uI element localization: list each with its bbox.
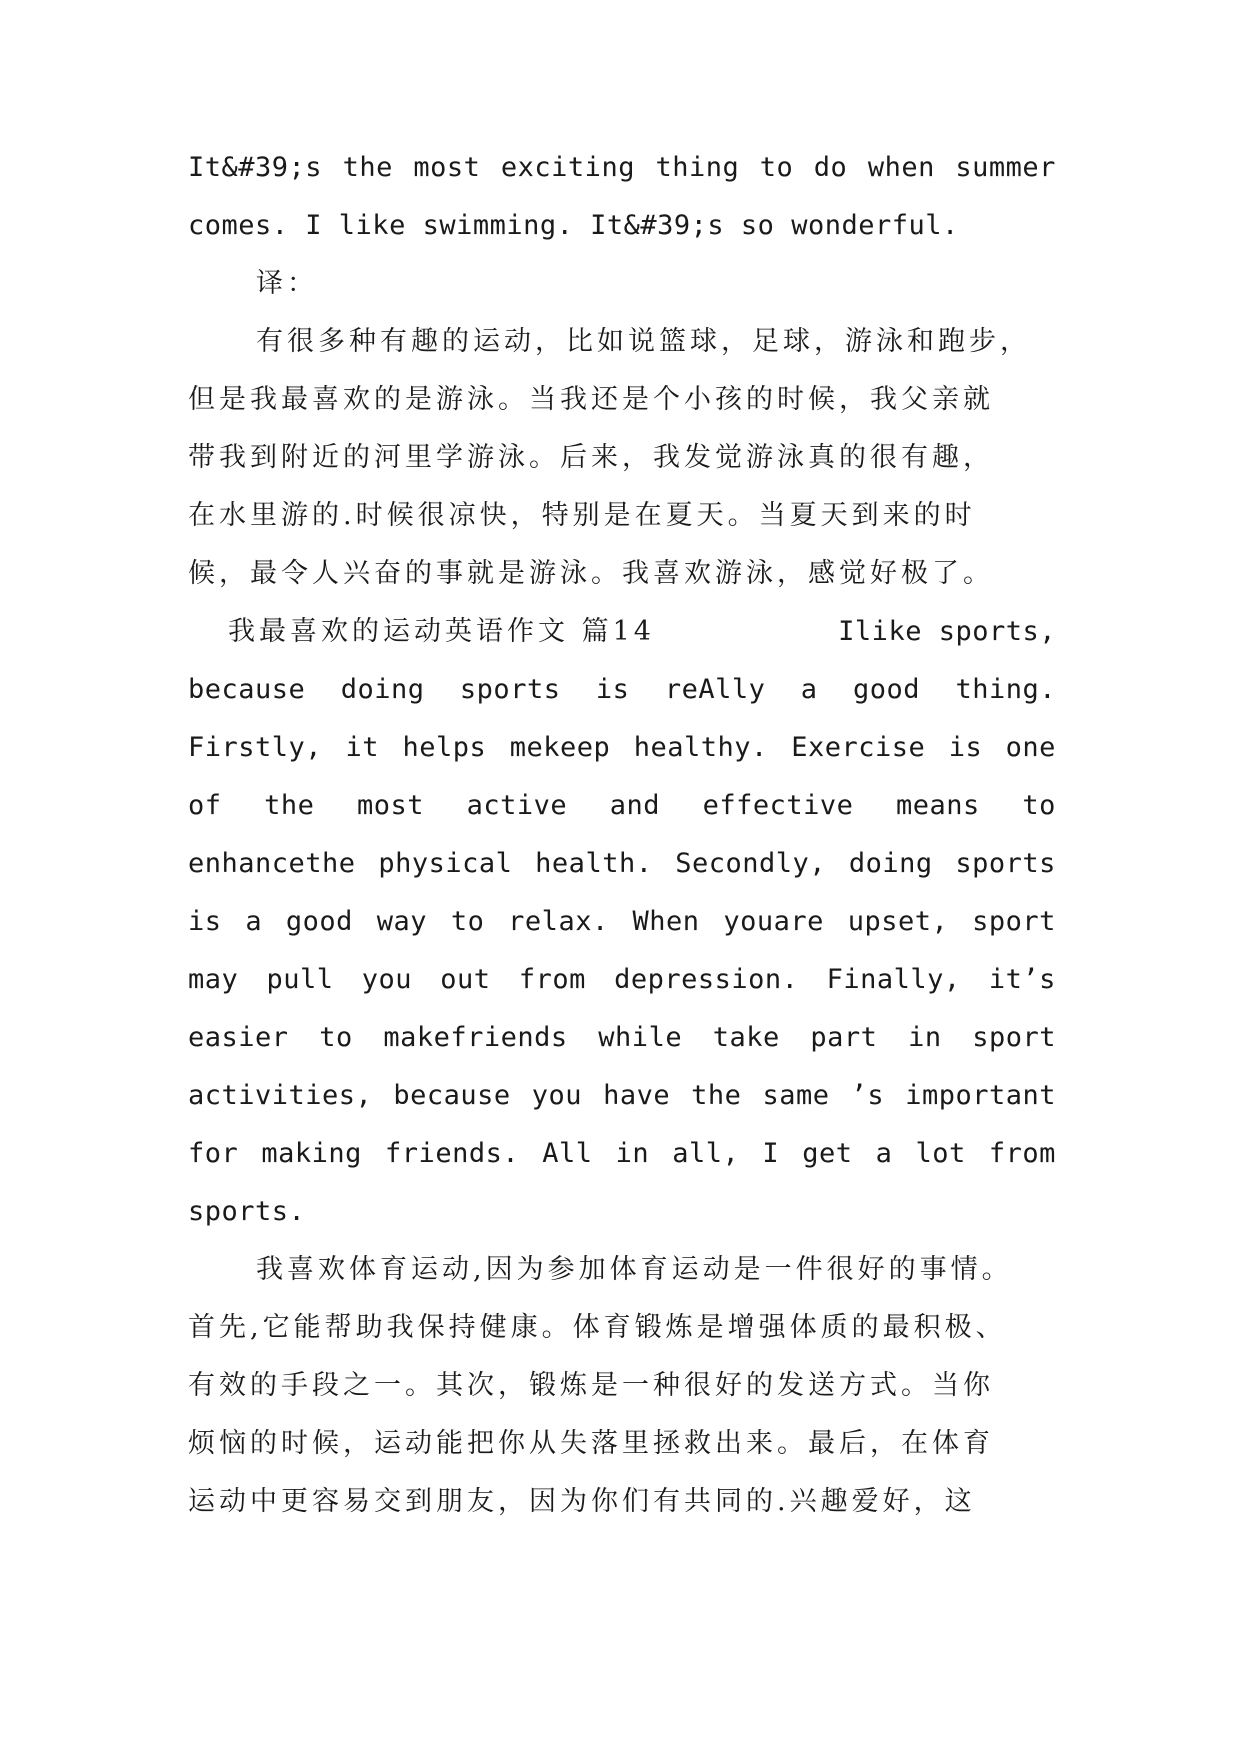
word: get	[802, 1138, 853, 1169]
text-line-4: 有很多种有趣的运动，比如说篮球，足球，游泳和跑步，	[256, 326, 1031, 357]
word: Finally,	[826, 964, 961, 995]
word: good	[285, 906, 353, 937]
word: because	[393, 1080, 511, 1111]
word: from	[988, 1138, 1056, 1169]
text-line-5: 但是我最喜欢的是游泳。当我还是个小孩的时候，我父亲就	[188, 384, 994, 415]
text-line-7: 在水里游的.时候很凉快，特别是在夏天。当夏天到来的时	[188, 500, 976, 531]
word: activities,	[188, 1080, 373, 1111]
word: easier	[188, 1022, 289, 1053]
word: lot	[915, 1138, 966, 1169]
text-line-3-label: 译：	[256, 268, 318, 299]
document-text	[188, 139, 1056, 1531]
word: thing.	[955, 674, 1056, 705]
word: sport	[972, 906, 1056, 937]
word: I	[762, 1138, 780, 1169]
word: mekeep	[509, 732, 611, 763]
word: you	[531, 1080, 583, 1111]
word: a	[800, 674, 818, 705]
word: in	[615, 1138, 650, 1169]
text-line-16	[188, 1009, 1056, 1067]
word: effective	[702, 790, 854, 821]
word: most	[413, 152, 481, 183]
word: and	[609, 790, 661, 821]
word: When	[632, 906, 700, 937]
text-line-14	[188, 893, 1056, 951]
word: it’s	[988, 964, 1056, 995]
word: same	[762, 1080, 830, 1111]
word: is	[188, 906, 222, 937]
word: one	[1005, 732, 1056, 763]
text-line-6: 带我到附近的河里学游泳。后来，我发觉游泳真的很有趣，	[188, 442, 994, 473]
word: important	[905, 1080, 1056, 1111]
word: summer	[955, 152, 1056, 183]
text-line-13	[188, 835, 1056, 893]
word: health.	[535, 848, 653, 879]
text-line-24: 运动中更容易交到朋友，因为你们有共同的.兴趣爱好，这	[188, 1486, 976, 1517]
word: makefriends	[383, 1022, 568, 1053]
text-line-10	[188, 661, 1056, 719]
word: all,	[672, 1138, 740, 1169]
word: doing	[848, 848, 933, 879]
word: Firstly,	[188, 732, 323, 763]
word: in	[908, 1022, 942, 1053]
text-line-23: 烦恼的时候，运动能把你从失落里拯救出来。最后，在体育	[188, 1428, 994, 1459]
word: to	[759, 152, 794, 183]
text-line-2: comes. I like swimming. It&#39;s so wonderful.	[188, 210, 959, 241]
word: means	[896, 790, 980, 821]
word: thing	[655, 152, 740, 183]
word: a	[245, 906, 263, 937]
word: active	[466, 790, 568, 821]
word: for	[188, 1138, 239, 1169]
word: friends.	[385, 1138, 520, 1169]
word: when	[867, 152, 935, 183]
word: Secondly,	[675, 848, 827, 879]
text-line-8: 候，最令人兴奋的事就是游泳。我喜欢游泳，感觉好极了。	[188, 558, 994, 589]
word: because	[188, 674, 306, 705]
word: may	[188, 964, 239, 995]
text-line-9-heading	[188, 603, 1056, 661]
word: healthy.	[633, 732, 768, 763]
word: good	[852, 674, 921, 705]
word: depression.	[614, 964, 799, 995]
word: is	[595, 674, 630, 705]
text-line-21: 首先,它能帮助我保持健康。体育锻炼是增强体质的最积极、	[188, 1312, 1007, 1343]
word: do	[813, 152, 848, 183]
word: All	[542, 1138, 593, 1169]
word: It&#39;s	[188, 152, 323, 183]
section-heading: 我最喜欢的运动英语作文 篇14	[228, 616, 655, 647]
word: sport	[972, 1022, 1056, 1053]
word: sports	[459, 674, 561, 705]
word: Exercise	[791, 732, 926, 763]
word: the	[691, 1080, 742, 1111]
word: making	[261, 1138, 362, 1169]
word: sports	[955, 848, 1056, 879]
text-line-1	[188, 139, 1056, 197]
word: you	[361, 964, 413, 995]
word: ’s	[850, 1080, 885, 1111]
word: enhancethe	[188, 848, 356, 879]
word: to	[450, 906, 485, 937]
text-line-20: 我喜欢体育运动,因为参加体育运动是一件很好的事情。	[256, 1254, 1013, 1285]
word: it	[345, 732, 380, 763]
word: while	[598, 1022, 683, 1053]
word: doing	[340, 674, 425, 705]
word: a	[875, 1138, 893, 1169]
text-line-19: sports.	[188, 1196, 306, 1227]
word: most	[356, 790, 425, 821]
word: to	[1022, 790, 1056, 821]
text-line-22: 有效的手段之一。其次，锻炼是一种很好的发送方式。当你	[188, 1370, 994, 1401]
text-line-11	[188, 719, 1056, 777]
word: of	[188, 790, 222, 821]
word: from	[518, 964, 586, 995]
word: way	[376, 906, 428, 937]
word: is	[948, 732, 983, 763]
text-line-18	[188, 1125, 1056, 1183]
word: physical	[378, 848, 513, 879]
word: out	[440, 964, 491, 995]
text-line-15	[188, 951, 1056, 1009]
heading-trailing-text: Ilike sports,	[838, 616, 1056, 647]
word: reAlly	[664, 674, 766, 705]
word: relax.	[508, 906, 609, 937]
word: part	[810, 1022, 878, 1053]
word: pull	[266, 964, 334, 995]
word: to	[319, 1022, 353, 1053]
word: youare	[723, 906, 824, 937]
text-line-17	[188, 1067, 1056, 1125]
word: exciting	[500, 152, 635, 183]
word: take	[712, 1022, 780, 1053]
word: upset,	[847, 906, 949, 937]
word: have	[603, 1080, 671, 1111]
word: helps	[402, 732, 487, 763]
word: the	[264, 790, 315, 821]
text-line-12	[188, 777, 1056, 835]
word: the	[342, 152, 393, 183]
